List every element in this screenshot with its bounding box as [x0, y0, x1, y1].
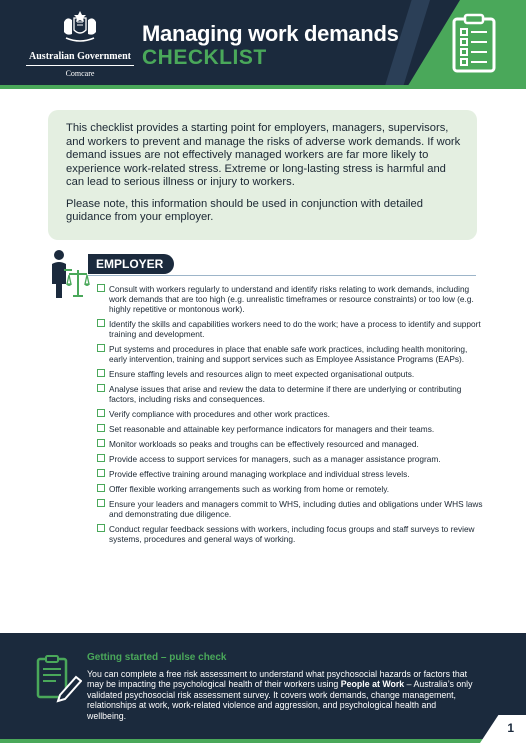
page-header	[0, 0, 526, 89]
logo-divider	[26, 65, 134, 66]
header-stripe	[0, 85, 526, 89]
checklist-item-text: Put systems and procedures in place that enable safe work practices, including health monitoring, early intervention, training and support services such as Employee Assistance Programs (EAPs).	[109, 344, 468, 364]
checklist-item-text: Provide access to support services for managers, such as a manager assistance program.	[109, 454, 441, 464]
page-number-tab	[480, 715, 526, 743]
checklist-item-text: Provide effective training around managing workplace and individual stress levels.	[109, 469, 410, 479]
checklist-item-text: Analyse issues that arise and review the data to determine if there are underlying or contributing factors, including risks and consequences.	[109, 384, 462, 404]
checklist-item	[97, 439, 487, 449]
checklist-item	[97, 424, 487, 434]
government-name: Australian Government	[29, 51, 131, 62]
checkbox[interactable]	[97, 424, 105, 432]
checkbox[interactable]	[97, 454, 105, 462]
clipboard-checklist-icon	[451, 13, 497, 73]
footer-stripe	[0, 739, 526, 743]
employer-divider	[88, 275, 476, 276]
checklist-item-text: Conduct regular feedback sessions with workers, including focus groups and staff surveys to review systems, procedures and general ways of working.	[109, 524, 475, 544]
checkbox[interactable]	[97, 319, 105, 327]
checkbox[interactable]	[97, 384, 105, 392]
checklist-item	[97, 284, 487, 314]
checklist-item-text: Ensure staffing levels and resources align to meet expected organisational outputs.	[109, 369, 415, 379]
checkbox[interactable]	[97, 369, 105, 377]
footer-title: Getting started – pulse check	[87, 652, 227, 663]
checkbox[interactable]	[97, 469, 105, 477]
checkbox[interactable]	[97, 439, 105, 447]
checklist-item	[97, 484, 487, 494]
checklist-item-text: Monitor workloads so peaks and troughs can be effectively resourced and managed.	[109, 439, 419, 449]
checklist-item	[97, 384, 487, 404]
intro-paragraph-1: This checklist provides a starting point for employers, managers, supervisors, and workers to prevent and manage the risks of adverse work demands. If work demand issues are not effectively managed workers are far more likely to experience work-related stress. Extreme or long-lasting stress is harmful and can lead to serious illness or injury to workers.	[66, 122, 461, 188]
checkbox[interactable]	[97, 524, 105, 532]
employer-checklist	[97, 284, 487, 549]
checklist-item	[97, 369, 487, 379]
government-logo	[20, 10, 140, 78]
agency-name: Comcare	[65, 69, 95, 78]
clipboard-pencil-icon	[36, 655, 82, 703]
checklist-item	[97, 409, 487, 419]
checklist-item	[97, 524, 487, 544]
checklist-item-text: Ensure your leaders and managers commit to WHS, including duties and obligations under WHS laws and demonstrating due diligence.	[109, 499, 483, 519]
checklist-item	[97, 454, 487, 464]
checklist-item	[97, 344, 487, 364]
checklist-item	[97, 319, 487, 339]
intro-paragraph-2: Please note, this information should be used in conjunction with detailed guidance from your employer.	[66, 197, 423, 223]
footer-body	[87, 669, 477, 721]
coat-of-arms-icon	[60, 10, 100, 44]
employer-scales-icon	[50, 248, 90, 300]
intro-panel	[48, 110, 477, 240]
footer-body-end: – Australia’s only validated psychosocial risk assessment survey. It covers work demands, change management, relationships at work, work-related violence and aggression, and psychological health and wellbeing.	[87, 679, 473, 721]
page-subtitle: CHECKLIST	[142, 46, 267, 69]
page-number: 1	[507, 721, 514, 735]
people-at-work-name: People at Work	[340, 679, 405, 690]
checkbox[interactable]	[97, 344, 105, 352]
page-title: Managing work demands	[142, 21, 399, 46]
checklist-item-text: Verify compliance with procedures and other work practices.	[109, 409, 330, 419]
checkbox[interactable]	[97, 499, 105, 507]
checkbox[interactable]	[97, 409, 105, 417]
checklist-item-text: Offer flexible working arrangements such as working from home or remotely.	[109, 484, 390, 494]
checkbox[interactable]	[97, 484, 105, 492]
footer-body-start: You can complete a free risk assessment to understand what psychosocial hazards or factors that may be impacting the psychological health of their workers using	[87, 669, 468, 690]
checklist-item	[97, 469, 487, 479]
checklist-item-text: Set reasonable and attainable key performance indicators for managers and their teams.	[109, 424, 435, 434]
checklist-item	[97, 499, 487, 519]
employer-heading: EMPLOYER	[88, 254, 174, 274]
checklist-item-text: Identify the skills and capabilities workers need to do the work; have a process to identify and support training and development.	[109, 319, 481, 339]
getting-started-footer	[0, 633, 526, 743]
checklist-item-text: Consult with workers regularly to understand and identify risks relating to work demands, including work demands that are too high (e.g. unrealistic timeframes or resource constraints) or too low (e.g. highly repetitive or montonous work).	[109, 284, 474, 314]
checkbox[interactable]	[97, 284, 105, 292]
